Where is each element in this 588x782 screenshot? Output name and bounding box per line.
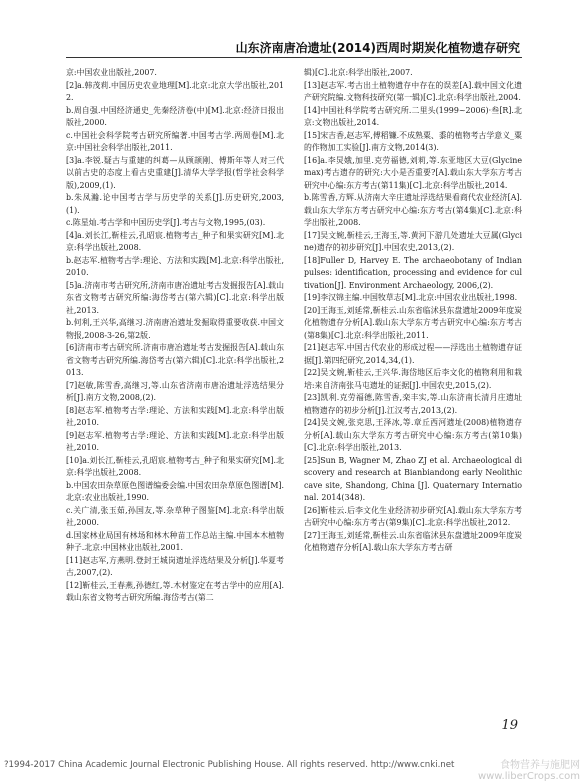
reference-entry: b.何利,王兴华,高继习.济南唐冶遗址发掘取得重要收获.中国文物报,2008-3-26,第2版. (66, 318, 284, 340)
reference-entry: [14]中国社科学院考古研究所.二里头(1999~2006)·叁[R].北京:文物出版社,2014. (304, 105, 522, 127)
reference-entry: c.中国社会科学院考古研究所编著.中国考古学.两周卷[M].北京:中国社会科学出版社,2011. (66, 130, 284, 152)
reference-entry: [17]吴文婉,靳桂云,王海玉,等.黄河下游几处遗址大豆属(Glycine)遗存的初步研究[J].中国农史,2013,(2). (304, 230, 522, 252)
reference-entry: b.朱凤瀚.论中国考古学与历史学的关系[J].历史研究,2003,(1). (66, 193, 284, 215)
reference-entry: 京:中国农业出版社,2007. (66, 68, 157, 77)
reference-entry: [26]靳桂云.后李文化生业经济初步研究[A].载山东大学东方考古研究中心编:东方考古(第9集)[C].北京:科学出版社,2012. (304, 505, 522, 527)
reference-entry: [10]a.刘长江,靳桂云,孔昭宸.植物考古_种子和果实研究[M].北京:科学出版社,2008. (66, 455, 284, 477)
reference-entry: c.陈星灿.考古学和中国历史学[J].考古与文物,1995,(03). (66, 218, 266, 227)
reference-entry: [22]吴文婉,靳桂云,王兴华.海岱地区后李文化的植物利用和栽培:来自济南张马屯遗址的证据[J].中国农史,2015,(2). (304, 368, 522, 390)
reference-entry: [20]王海玉,刘延常,靳桂云.山东省临沭县东盘遗址2009年度炭化植物遗存分析[A].载山东大学东方考古研究中心编:东方考古(第8集)[C].北京:科学出版社,2011. (304, 305, 522, 340)
watermark-line-1: 食物营养与施肥网 (500, 760, 580, 771)
reference-entry: [24]吴文婉,张克思,王泽冰,等.章丘西河遗址(2008)植物遗存分析[A].载山东大学东方考古研究中心编:东方考古(第10集)[C].北京:科学出版社,2013. (304, 418, 522, 452)
reference-entry: [19]李汉锦主编.中国牧草志[M].北京:中国农业出版社,1998. (304, 293, 518, 302)
reference-entry: [21]赵志军.中国古代农业的形成过程——浮选出土植物遗存证据[J].第四纪研究,2014,34,(1). (304, 343, 522, 365)
running-header (0, 0, 588, 60)
reference-entry: [5]a.济南市考古研究所,济南市唐冶遗址考古发掘报告[A].载山东省文物考古研究所编:海岱考古(第六辑)[C].北京:科学出版社,2013. (66, 280, 284, 315)
reference-entry: [3]a.李锐.疑古与重建的纠葛—从顾颉刚、傅斯年等人对三代以前古史的态度上看古史重建[J].清华大学学报(哲学社会科学版),2009,(1). (66, 155, 284, 190)
references-right-column (304, 67, 522, 555)
reference-entry: 辑)[C].北京:科学出版社,2007. (304, 68, 413, 77)
reference-entry: [16]a.李炅娥,加里.克劳福德,刘莉,等.东亚地区大豆(Glycine max)考古遗存的研究:大小是否重要?[A].载山东大学东方考古研究中心编:东方考古(第11集)[C].北京:科学出版社,2014. (304, 155, 522, 190)
reference-entry: [23]凯利.克劳福德,陈雪香,栾丰实,等.山东济南长清月庄遗址植物遗存的初步分析[J].江汉考古,2013,(2). (304, 393, 522, 415)
reference-entry: [25]Sun B, Wagner M, Zhao ZJ et al. Archaeological discovery and research at Bianbiandong early Neolithic cave site, Shandong, China [J]. Quaternary International. 2014(348). (304, 455, 522, 502)
reference-entry: [18]Fuller D, Harvey E. The archaeobotany of Indian pulses: identification, processing and evidence for cultivation[J]. Environment Archaeology, 2006,(2). (304, 255, 522, 290)
reference-entry: [4]a.刘长江,靳桂云,孔昭宸.植物考古_种子和果实研究[M].北京:科学出版社,2008. (66, 230, 284, 252)
page-number: 19 (501, 718, 518, 733)
site-watermark (478, 760, 580, 782)
reference-entry: [7]赵敏,陈雪香,高继习,等.山东省济南市唐冶遗址浮选结果分析[J].南方文物,2008,(2). (66, 380, 284, 402)
reference-entry: b.周自强.中国经济通史_先秦经济卷(中)[M].北京:经济日报出版社,2000. (66, 105, 284, 127)
reference-entry: [27]王海玉,刘延常,靳桂云.山东省临沭县东盘遗址2009年度炭化植物遗存分析[A].载山东大学东方考古研 (304, 530, 522, 552)
reference-entry: [12]靳桂云,王春燕,孙德红,等.木材鉴定在考古学中的应用[A].载山东省文物考古研究所编.海岱考古(第二 (66, 580, 284, 602)
reference-entry: [11]赵志军,方燕明.登封王城岗遗址浮选结果及分析[J].华夏考古,2007,(2). (66, 555, 284, 577)
watermark-line-2: www.liberCrops.com (477, 771, 580, 782)
running-header-title: 山东济南唐冶遗址(2014)西周时期炭化植物遗存研究 (235, 41, 520, 55)
reference-entry: c.关广清,张玉茹,孙国友,等.杂草种子图鉴[M].北京:科学出版社,2000. (66, 505, 284, 527)
header-divider (66, 57, 522, 58)
reference-entry: b.赵志军.植物考古学:理论、方法和实践[M].北京:科学出版社,2010. (66, 255, 284, 277)
references-left-column (66, 67, 284, 605)
reference-entry: [6]济南市考古研究所.济南市唐冶遗址考古发掘报告[A].载山东省文物考古研究所编.海岱考古(第六辑)[C].北京:科学出版社,2013. (66, 343, 284, 377)
reference-entry: b.陈雪香,方辉.从济南大辛庄遗址浮选结果看商代农业经济[A].载山东大学东方考古研究中心编:东方考古(第4集)[C].北京:科学出版社,2008. (304, 193, 522, 227)
reference-entry: [13]赵志军.考古出土植物遗存中存在的误差[A].载中国文化遗产研究院编.文物科技研究(第一辑)[C].北京:科学出版社,2004. (304, 80, 522, 102)
reference-entry: d.国家林业局国有林场和林木种苗工作总站主编.中国本木植物种子.北京:中国林业出版社,2001. (66, 530, 284, 552)
reference-entry: [8]赵志军.植物考古学:理论、方法和实践[M].北京:科学出版社,2010. (66, 405, 284, 427)
reference-entry: [9]赵志军.植物考古学:理论、方法和实践[M].北京:科学出版社,2010. (66, 430, 284, 452)
reference-entry: [2]a.韩茂莉.中国历史农业地理[M].北京:北京大学出版社,2012. (66, 80, 284, 102)
reference-entry: [15]宋吉香,赵志军,傅稻镰.不成熟粟、黍的植物考古学意义_粟的作物加工实验[J].南方文物,2014(3). (304, 130, 522, 152)
reference-entry: b.中国农田杂草原色图谱编委会编.中国农田杂草原色图谱[M].北京:农业出版社,1990. (66, 480, 284, 502)
copyright-footer: ?1994-2017 China Academic Journal Electronic Publishing House. All rights reserved. http://www.cnki.net (4, 760, 455, 770)
